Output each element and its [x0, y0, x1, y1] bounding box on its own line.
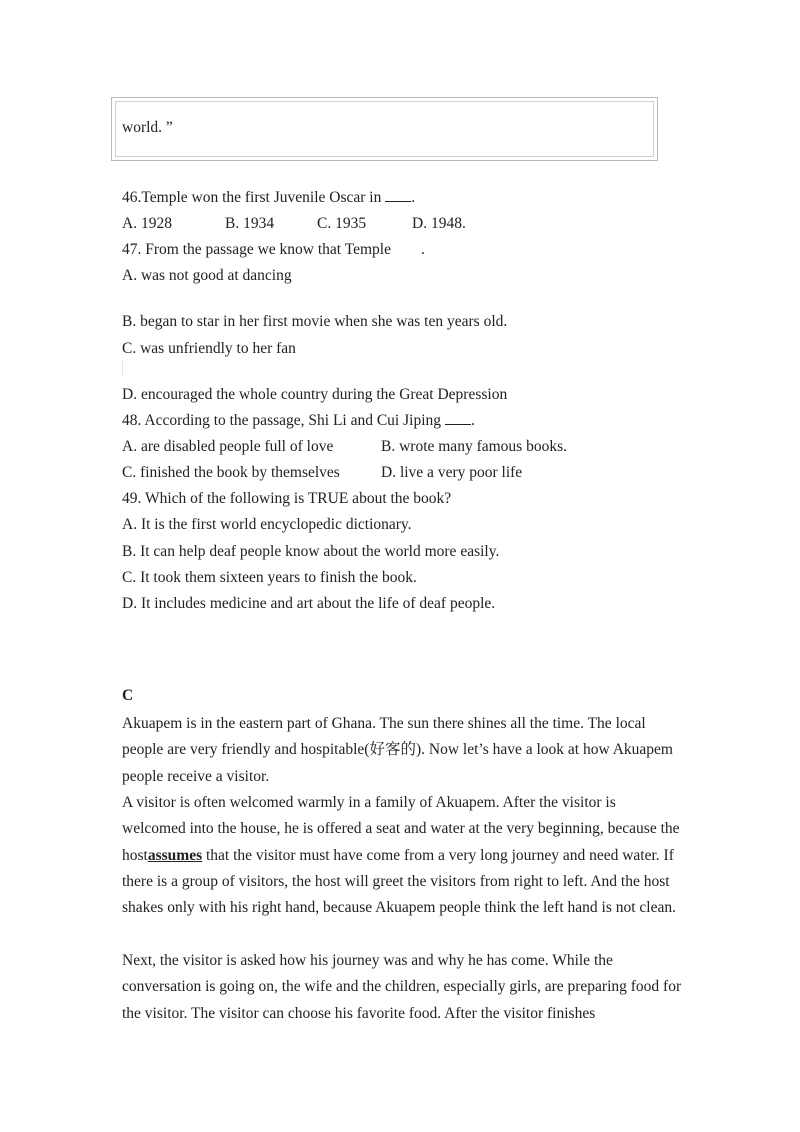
q46-option-c: C. 1935: [317, 215, 367, 232]
q46-option-d: D. 1948.: [412, 215, 466, 232]
question-46-end: .: [411, 189, 416, 206]
q47-option-d: D. encouraged the whole country during the Great Depression: [122, 386, 508, 403]
question-48: [122, 412, 475, 430]
answer-blank: [445, 412, 471, 425]
question-47: [122, 241, 425, 259]
question-47-end: .: [420, 241, 425, 258]
q49-option-c: C. It took them sixteen years to finish the book.: [122, 569, 417, 586]
question-47-stem: 47. From the passage we know that Temple: [122, 241, 391, 258]
q49-option-b: B. It can help deaf people know about the world more easily.: [122, 543, 500, 560]
q48-option-a: A. are disabled people full of love: [122, 438, 334, 455]
question-49: 49. Which of the following is TRUE about the book?: [122, 490, 452, 507]
passage-box-text: world. ”: [122, 119, 173, 136]
question-48-stem: 48. According to the passage, Shi Li and Cui Jiping: [122, 412, 442, 429]
answer-blank: [385, 189, 411, 202]
q49-option-a: A. It is the first world encyclopedic dictionary.: [122, 516, 412, 533]
q46-option-b: B. 1934: [225, 215, 275, 232]
question-46: [122, 189, 415, 207]
q47-option-b: B. began to star in her first movie when she was ten years old.: [122, 313, 508, 330]
passage-box: [111, 97, 658, 161]
q49-option-d: D. It includes medicine and art about the life of deaf people.: [122, 595, 496, 612]
underlined-keyword: assumes: [147, 846, 203, 864]
question-46-stem: 46.Temple won the first Juvenile Oscar in: [122, 189, 382, 206]
section-c-paragraph-2: [122, 790, 682, 921]
paragraph-2-text-end: that the visitor must have come from a very long journey and need water. If there is a group of visitors, the host will greet the visitors from right to left. And the host shakes only with his right hand, because Akuapem people think the left hand is not clean.: [122, 846, 676, 917]
section-c-paragraph-1: Akuapem is in the eastern part of Ghana. The sun there shines all the time. The local people are very friendly and hospitable(好客的). Now let’s have a look at how Akuapem people receive a visitor.: [122, 715, 673, 785]
paragraph-2-text-start: A visitor is often welcomed warmly in a family of Akuapem. After the visitor is welcomed into the house, he is offered a seat and water at the very beginning, because the host: [122, 794, 680, 864]
section-c-heading: C: [122, 687, 134, 704]
question-48-end: .: [471, 412, 475, 429]
q46-option-a: A. 1928: [122, 215, 172, 232]
q48-option-d: D. live a very poor life: [381, 464, 523, 481]
q48-option-b: B. wrote many famous books.: [381, 438, 567, 455]
passage-box-inner-border: [115, 101, 654, 157]
section-c-paragraph-3: Next, the visitor is asked how his journey was and why he has come. While the conversation is going on, the wife and the children, especially girls, are preparing food for the visitor. The visitor can choose his favorite food. After the visitor finishes: [122, 952, 682, 1022]
q47-option-c: C. was unfriendly to her fan: [122, 340, 296, 357]
faint-margin-mark: [122, 361, 123, 375]
q48-option-c: C. finished the book by themselves: [122, 464, 340, 481]
q47-option-a: A. was not good at dancing: [122, 267, 292, 284]
